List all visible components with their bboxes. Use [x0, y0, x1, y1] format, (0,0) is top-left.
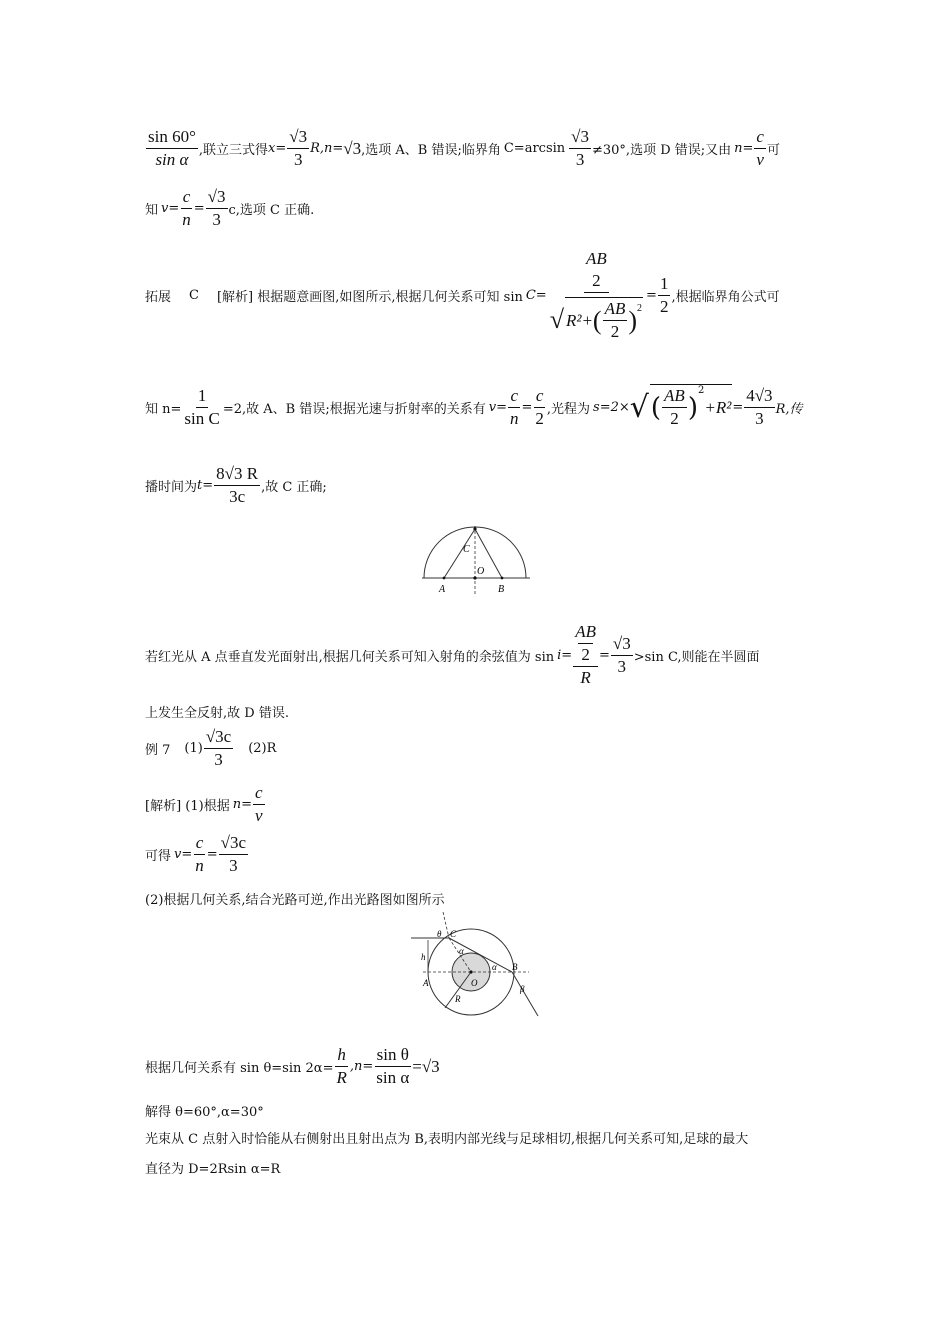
text: 根据几何关系有 sin θ=sin 2α=	[145, 1061, 334, 1076]
fraction-numerator: c	[181, 186, 193, 209]
text: ≠30°,选项 D 错误;又由	[592, 143, 732, 158]
fraction-numerator: √3c	[219, 832, 248, 855]
label-c: C	[450, 929, 457, 939]
fraction-sintheta-over-sinalpha	[374, 1044, 411, 1089]
example-7	[145, 726, 276, 771]
fraction-denominator: 3	[212, 210, 221, 229]
analysis-1	[145, 782, 266, 827]
fraction-time	[214, 463, 260, 508]
line-3	[145, 248, 780, 343]
text: v=	[488, 399, 507, 415]
text: n=	[232, 797, 252, 812]
text: (2)根据几何关系,结合光路可逆,作出光路图如图所示	[145, 893, 445, 908]
fraction-c-over-n	[193, 832, 206, 877]
fraction-numerator	[573, 621, 598, 667]
fraction-sqrt3-over-3	[569, 126, 591, 171]
fraction-1-over-sinC	[182, 385, 221, 430]
fraction-numerator: c	[754, 126, 766, 149]
fraction-numerator: 1	[196, 385, 209, 408]
line-4: 知 n= $\frac{1}{\text{sin C}}$ =2,故 A、B 错误;根据光速与折射率的关系有 v= $\frac{c}{n}$ = $\frac{c}{2}$ ,光程为 s=2× √ ( $\frac{AB}{2}$ ) $^2$ +R² = 4 √3 3 R,传	[145, 385, 803, 428]
fraction-denominator: sin α	[155, 150, 189, 169]
fraction-numerator: c	[508, 385, 520, 408]
fraction-numerator	[744, 385, 774, 408]
fraction-denominator: 3	[293, 150, 303, 169]
text: ,根据临界角公式可	[671, 290, 780, 305]
label-b: B	[512, 962, 518, 972]
fraction-h-over-r	[334, 1044, 348, 1089]
fraction-numerator: AB	[662, 385, 687, 408]
text: C=	[525, 288, 547, 303]
text: AB	[585, 249, 607, 268]
label-o: O	[471, 978, 478, 988]
analysis-4	[145, 1044, 440, 1089]
line-6	[145, 621, 760, 689]
figure-football	[405, 910, 545, 1022]
text: x=	[268, 141, 287, 156]
fraction-sini	[573, 621, 598, 689]
text: R,传	[775, 401, 803, 417]
label-o: O	[477, 566, 485, 577]
label-r: R	[455, 994, 461, 1004]
text: 可	[766, 143, 780, 158]
text: =	[193, 201, 205, 216]
normal-ext	[443, 912, 449, 938]
fraction-numerator: 1	[658, 273, 671, 296]
fraction-denominator: 2	[659, 297, 669, 316]
text: =√3	[412, 1056, 440, 1076]
text: t=	[197, 478, 214, 493]
text: 若红光从 A 点垂直发光面射出,根据几何关系可知入射角的余弦值为 sin	[145, 649, 555, 665]
fraction-denominator: 3	[229, 856, 238, 875]
fraction-numerator: c	[534, 385, 546, 408]
fraction-numerator: AB	[603, 298, 628, 321]
fraction-sqrt3-over-3	[287, 126, 309, 171]
analysis-2	[145, 832, 249, 877]
text: =	[732, 399, 744, 415]
ray-a-c	[444, 529, 475, 578]
sqrt-3: √3	[343, 138, 362, 158]
text: ,故 C 正确;	[261, 480, 327, 495]
text: 知	[145, 203, 159, 218]
line-2	[145, 186, 314, 231]
fraction-denominator: 2	[670, 409, 679, 428]
text: (2)R	[248, 741, 277, 756]
label-a: A	[439, 584, 446, 595]
text: 2	[592, 271, 601, 290]
fraction-denominator: 3c	[229, 487, 246, 506]
analysis-5	[145, 1101, 264, 1120]
analysis-3	[145, 889, 445, 908]
line-7	[145, 702, 289, 721]
text: (1)	[184, 741, 203, 756]
text: ,选项 A、B 错误;临界角	[361, 143, 501, 158]
text: √3	[754, 385, 773, 405]
text: C=arcsin	[503, 141, 566, 156]
label-b: B	[498, 584, 505, 595]
fraction-numerator: √3	[569, 126, 591, 149]
fraction-denominator: n	[509, 408, 519, 428]
fraction-ab-over-2	[662, 385, 687, 430]
text: i=	[557, 647, 573, 663]
text: s=2×	[593, 399, 630, 415]
fraction-denominator: 3	[575, 150, 585, 169]
fraction-1-over-2	[658, 273, 671, 318]
label-a: A	[423, 978, 429, 988]
text: =	[206, 847, 218, 862]
text: ,光程为	[546, 401, 591, 417]
fraction-numerator	[584, 248, 609, 293]
fraction-sqrt3-over-3	[206, 186, 228, 231]
fraction-numerator: √3	[287, 126, 309, 149]
fraction-sqrt3-over-3	[611, 633, 633, 678]
text: n=	[734, 141, 754, 156]
text: >sin C,则能在半圆面	[633, 649, 760, 665]
fraction-c-over-v	[754, 126, 766, 171]
fraction-numerator: √3	[206, 186, 228, 209]
label-c: C	[463, 544, 470, 555]
text: v=	[161, 201, 180, 216]
point-c	[473, 527, 476, 530]
fraction-denominator: 2	[610, 322, 620, 341]
exit-ray	[512, 972, 538, 1016]
line-5	[145, 463, 327, 508]
fraction-denominator: 3	[617, 656, 627, 676]
fraction-numerator: 8√3 R	[214, 463, 260, 486]
text: 播时间为	[145, 480, 198, 495]
text: =	[598, 647, 610, 663]
radicand: R²+ ( $\frac{AB}{2}$ ) $^2$	[565, 299, 643, 341]
fraction-denominator: v	[756, 150, 764, 169]
center-point	[469, 970, 472, 973]
text: 直径为 D=2Rsin α=R	[145, 1162, 281, 1177]
fraction-denominator: n	[195, 856, 204, 875]
label-theta: θ	[437, 929, 442, 939]
fraction-denominator	[548, 293, 645, 343]
fraction-denominator: sin C	[184, 408, 220, 428]
text: c,选项 C 正确.	[228, 203, 315, 218]
text: 上发生全反射,故 D 错误.	[145, 706, 289, 721]
figure-semicircle	[418, 522, 534, 598]
text: 2	[697, 385, 705, 396]
fraction-numerator: sin 60°	[146, 126, 198, 149]
text: =	[646, 288, 657, 303]
fraction-denominator: 3	[214, 750, 223, 769]
example-label: 例 7	[145, 743, 171, 758]
text: ,联立三式得	[198, 143, 269, 158]
fraction-numerator: h	[335, 1044, 348, 1067]
fraction-sqrt3c-over-3	[204, 726, 233, 771]
text: 2	[637, 303, 643, 314]
fraction-c-over-v	[253, 782, 265, 827]
text: =2,故 A、B 错误;根据光速与折射率的关系有	[222, 401, 486, 417]
fraction-numerator: √3	[611, 633, 633, 656]
text: AB	[575, 622, 596, 641]
analysis-6	[145, 1128, 748, 1147]
radicand: ( $\frac{AB}{2}$ ) $^2$ +R²	[650, 385, 732, 428]
label-alpha: α	[459, 946, 464, 956]
fraction-numerator: √3c	[204, 726, 233, 749]
label-h: h	[421, 952, 426, 962]
fraction-denominator: R	[336, 1068, 347, 1087]
text: [解析] (1)根据	[145, 799, 230, 814]
point-a	[443, 577, 446, 580]
point-b	[501, 577, 504, 580]
analysis-7	[145, 1158, 280, 1177]
fraction-sin60-over-sinalpha	[146, 126, 198, 171]
fraction-numerator: c	[253, 782, 265, 805]
label-beta: β	[520, 984, 525, 994]
text: 可得	[145, 849, 172, 864]
fraction-ab-over-2	[603, 298, 628, 343]
text: R²+	[565, 310, 593, 330]
fraction-4sqrt3-over-3	[744, 385, 774, 430]
radical-icon: √	[629, 389, 649, 425]
radical-icon: √	[549, 305, 564, 334]
line-1	[145, 126, 780, 171]
fraction-denominator: n	[182, 210, 191, 229]
section-label: 拓展	[145, 290, 172, 305]
text: v=	[174, 847, 193, 862]
text: ,n=	[349, 1059, 374, 1074]
fraction-denominator: sin α	[376, 1068, 410, 1087]
fraction-sqrt3c-over-3	[219, 832, 248, 877]
fraction-c-over-2	[533, 385, 546, 430]
fraction-numerator: c	[194, 832, 206, 855]
fraction-c-over-n	[508, 385, 521, 430]
text: 知 n=	[145, 401, 182, 417]
text: 光束从 C 点射入时恰能从右侧射出且射出点为 B,表明内部光线与足球相切,根据几何关系可知,足球的最大	[145, 1132, 749, 1147]
text: 解得 θ=60°,α=30°	[145, 1105, 264, 1120]
fraction-denominator: 3	[755, 408, 764, 428]
label-alpha: α	[492, 962, 497, 972]
fraction-denominator: 2	[535, 408, 544, 428]
fraction-c-over-n	[180, 186, 193, 231]
fraction-denominator: v	[254, 806, 263, 825]
text: [解析] 根据题意画图,如图所示,根据几何关系可知 sin	[216, 290, 523, 305]
text: 2	[578, 643, 593, 666]
fraction-sinC	[548, 248, 645, 343]
answer: C	[189, 288, 199, 303]
fraction-denominator: R	[580, 668, 591, 687]
text: R,n=	[310, 141, 344, 156]
fraction-numerator: sin θ	[375, 1044, 411, 1067]
text: 4	[746, 385, 755, 405]
text: +R²	[704, 397, 732, 417]
